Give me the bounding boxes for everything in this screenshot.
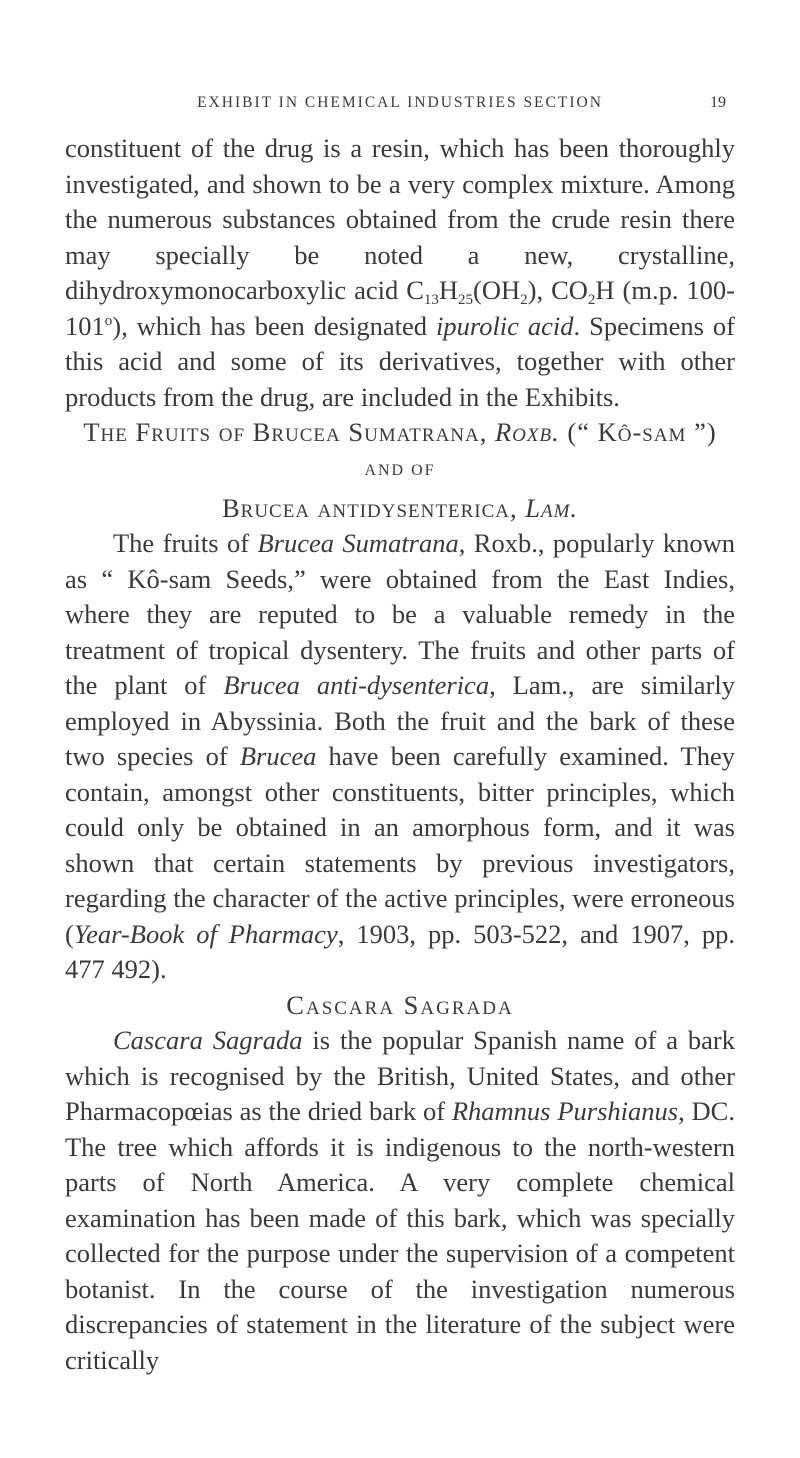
running-head [0,94,800,118]
heading-italic: Roxb. [495,417,560,447]
text-run: , Lam., are similarly employed in Abyssinia. Both the fruit and the bark of these two species of [65,670,736,771]
degree-superscript: o [104,312,113,329]
heading-text: The Fruits of Brucea Sumatrana, [83,417,495,447]
text-run: (OH [473,275,521,305]
subscript: 13 [423,292,439,308]
body-text [65,131,735,1378]
paragraph-ipurolic-acid [65,131,735,415]
text-run: H [438,275,459,305]
text-run: . Specimens of this acid and some of its derivatives, together with other products from the drug, are included in the Exhibits. [65,310,735,412]
italic-term: ipurolic acid [436,310,574,341]
subscript: 25 [458,292,474,308]
italic-term: Brucea Sumatrana [257,528,459,558]
section-heading-antidysenterica [65,491,735,527]
text-run: is the popular Spanish name of a bark which is recognised by the British, United States, and other Pharmacopœias as the dried bark of [65,1025,735,1126]
section-heading-cascara: Cascara Sagrada [286,989,514,1020]
section-heading-brucea [65,415,735,451]
heading-text: Brucea antidysenterica, [221,492,526,523]
heading-italic: Lam. [525,492,579,523]
text-run: , Roxb., popularly known as “ Kô-sam Seeds,” were obtained from the East Indies, where they are reputed to be a valuable remedy in the treatment of tropical dysentery. The fruits and other parts of the plant of [65,528,736,700]
paragraph-cascara-sagrada [65,1023,735,1378]
paragraph-brucea-fruits [65,526,735,988]
italic-term: Brucea anti-dysenterica [223,670,490,700]
text-run: constituent of the drug is a resin, which has been thoroughly investigated, and shown to be a very complex mixture. Among the numerous substances obtained from the crude resin there may specially be noted a new, crystalline, dihydroxymonocarboxylic acid C [65,133,735,305]
text-run: , 1903, pp. 503-522, and 1907, pp. 477 492). [65,918,735,984]
text-run: The fruits of [113,528,258,558]
italic-citation: Year-Book of Pharmacy [73,918,338,949]
heading-connector: AND OF [364,461,436,479]
subscript: 2 [520,292,528,308]
text-run: ), which has been designated [112,310,436,341]
text-run: , DC. The tree which affords it is indigenous to the north-western parts of North America. A very complete chemical examination has been made of this bark, which was specially collected for the purpose under the supervision of a competent botanist. In the course of the investigation numerous discrepancies of statement in the literature of the subject were critically [65,1096,735,1375]
heading-text: (“ Kô-sam ”) [559,417,717,447]
italic-term: Brucea [239,741,317,771]
italic-term: Cascara Sagrada [113,1025,303,1055]
text-run: H (m.p. 100-101 [65,275,736,341]
page-number: 19 [710,94,726,111]
italic-term: Rhamnus Purshianus [451,1096,679,1126]
running-title: EXHIBIT IN CHEMICAL INDUSTRIES SECTION [197,94,603,111]
subscript: 2 [587,292,596,308]
text-run: ), CO [527,275,588,305]
text-run: have been carefully examined. They contain, amongst other constituents, bitter principles, which could only be obtained in an amorphous form, and it was shown that certain statements by previous investigators, regarding the character of the active principles, were erroneous ( [65,741,735,949]
